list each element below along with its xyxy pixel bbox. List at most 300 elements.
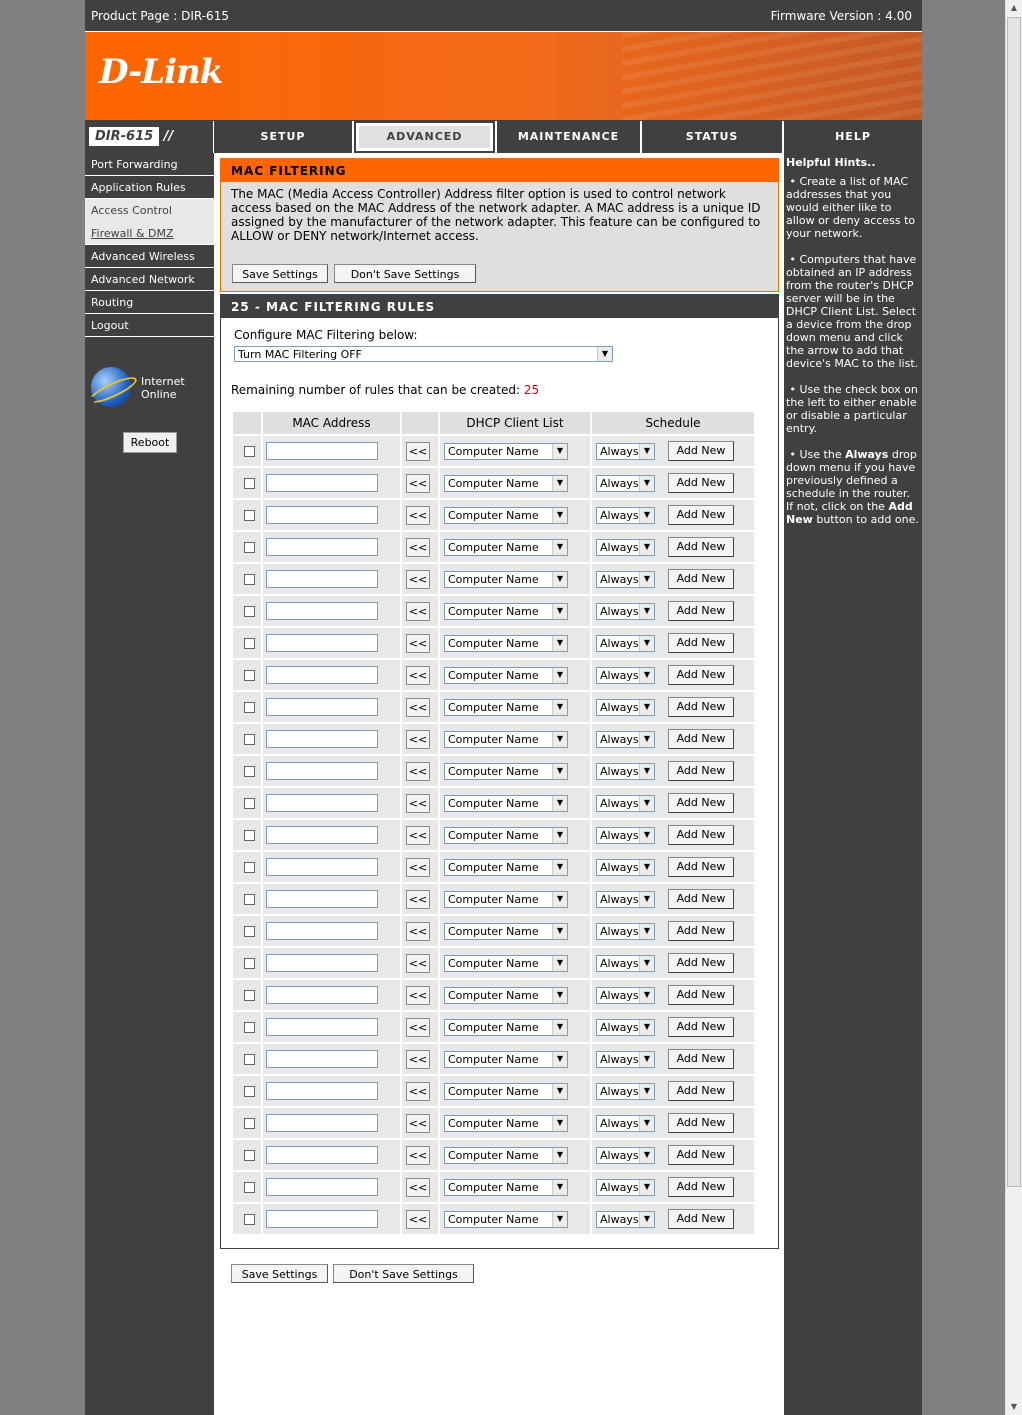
dhcp-client-select[interactable]: [444, 1051, 568, 1068]
chevron-down-icon: ▼: [639, 860, 654, 875]
dhcp-client-select[interactable]: [444, 539, 568, 556]
dhcp-client-select[interactable]: [444, 955, 568, 972]
dhcp-client-select[interactable]: [444, 699, 568, 716]
dhcp-client-value: Computer Name: [448, 1085, 539, 1098]
rule-enable-checkbox[interactable]: [244, 958, 255, 969]
rule-mac-cell: [263, 1108, 400, 1138]
dhcp-client-value: Computer Name: [448, 1117, 539, 1130]
schedule-select[interactable]: [596, 987, 655, 1004]
add-new-schedule-button[interactable]: Add New: [668, 633, 734, 653]
mac-address-input[interactable]: [266, 730, 378, 748]
mac-address-input[interactable]: [266, 666, 378, 684]
sidebar-item-access-control[interactable]: Access Control: [85, 199, 214, 222]
rule-enable-checkbox[interactable]: [244, 1118, 255, 1129]
rule-copy-cell: [402, 756, 438, 786]
dlink-logo: D-Link: [99, 52, 223, 92]
mac-address-input[interactable]: [266, 1050, 378, 1068]
firmware-version-label: Firmware Version : 4.00: [770, 9, 912, 23]
rule-schedule-cell: [592, 468, 754, 498]
schedule-select[interactable]: [596, 603, 655, 620]
schedule-select[interactable]: [596, 795, 655, 812]
add-new-schedule-button[interactable]: Add New: [668, 953, 734, 973]
mac-address-input[interactable]: [266, 858, 378, 876]
rule-schedule-cell: [592, 1204, 754, 1234]
tab-status[interactable]: STATUS: [642, 121, 782, 153]
schedule-select[interactable]: [596, 1179, 655, 1196]
chevron-down-icon: ▼: [639, 1212, 654, 1227]
chevron-down-icon: ▼: [639, 508, 654, 523]
copy-mac-button[interactable]: <<: [406, 666, 430, 685]
rule-dhcp-cell: [440, 596, 590, 626]
hint-2-text: Computers that have obtained an IP address from the router's DHCP server will be in the DHCP Client List. Select a device from the drop down menu and click the arrow to add that device's MAC to the list.: [786, 253, 919, 370]
remaining-count: 25: [523, 383, 540, 397]
add-new-schedule-button[interactable]: Add New: [668, 1113, 734, 1133]
copy-mac-button[interactable]: <<: [406, 730, 430, 749]
rule-copy-cell: [402, 820, 438, 850]
add-new-schedule-button[interactable]: Add New: [668, 1081, 734, 1101]
tab-help[interactable]: HELP: [784, 121, 922, 153]
schedule-value: Always: [600, 733, 639, 746]
rule-copy-cell: [402, 724, 438, 754]
rule-schedule-cell: [592, 596, 754, 626]
mac-address-input[interactable]: [266, 506, 378, 524]
rule-dhcp-cell: [440, 500, 590, 530]
scrollbar-thumb[interactable]: [1007, 17, 1021, 1187]
rule-mac-cell: [263, 948, 400, 978]
rule-copy-cell: [402, 852, 438, 882]
rule-dhcp-cell: [440, 564, 590, 594]
mac-address-input[interactable]: [266, 474, 378, 492]
rule-enable-checkbox[interactable]: [244, 478, 255, 489]
sidebar-item-routing[interactable]: Routing: [85, 291, 214, 314]
tab-setup[interactable]: SETUP: [214, 121, 352, 153]
schedule-select[interactable]: [596, 475, 655, 492]
rule-check-cell: [233, 820, 261, 850]
rule-row: [233, 852, 754, 884]
schedule-select[interactable]: [596, 667, 655, 684]
rule-mac-cell: [263, 1172, 400, 1202]
add-new-schedule-button[interactable]: Add New: [668, 697, 734, 717]
schedule-select[interactable]: [596, 1083, 655, 1100]
rule-dhcp-cell: [440, 1108, 590, 1138]
schedule-value: Always: [600, 573, 639, 586]
schedule-value: Always: [600, 989, 639, 1002]
rule-check-cell: [233, 916, 261, 946]
reboot-button[interactable]: Reboot: [123, 432, 177, 453]
rule-enable-checkbox[interactable]: [244, 702, 255, 713]
add-new-schedule-button[interactable]: Add New: [668, 665, 734, 685]
schedule-value: Always: [600, 765, 639, 778]
schedule-select[interactable]: [596, 635, 655, 652]
tab-advanced-label: ADVANCED: [359, 126, 490, 148]
model-badge: DIR-615 //: [85, 121, 213, 153]
rules-table: [233, 412, 754, 1236]
copy-mac-button[interactable]: <<: [406, 474, 430, 493]
rule-check-cell: [233, 1076, 261, 1106]
rule-check-cell: [233, 500, 261, 530]
save-settings-button-top[interactable]: Save Settings: [232, 264, 328, 283]
dhcp-client-value: Computer Name: [448, 733, 539, 746]
remaining-label: Remaining number of rules that can be created:: [231, 383, 521, 397]
chevron-down-icon: ▼: [639, 956, 654, 971]
dhcp-client-value: Computer Name: [448, 1021, 539, 1034]
rule-dhcp-cell: [440, 1172, 590, 1202]
rule-enable-checkbox[interactable]: [244, 670, 255, 681]
dhcp-client-select[interactable]: [444, 1147, 568, 1164]
scroll-down-icon[interactable]: ▼: [1010, 1402, 1018, 1411]
rule-enable-checkbox[interactable]: [244, 1182, 255, 1193]
mac-address-input[interactable]: [266, 570, 378, 588]
product-page-label: Product Page : DIR-615: [91, 9, 229, 23]
rule-schedule-cell: [592, 948, 754, 978]
dhcp-client-select[interactable]: [444, 923, 568, 940]
copy-mac-button[interactable]: <<: [406, 1082, 430, 1101]
dhcp-client-value: Computer Name: [448, 893, 539, 906]
rule-copy-cell: [402, 1076, 438, 1106]
add-new-schedule-button[interactable]: Add New: [668, 1145, 734, 1165]
copy-mac-button[interactable]: <<: [406, 1146, 430, 1165]
rule-copy-cell: [402, 532, 438, 562]
rule-check-cell: [233, 596, 261, 626]
schedule-value: Always: [600, 1149, 639, 1162]
rule-mac-cell: [263, 564, 400, 594]
scroll-up-icon[interactable]: ▲: [1010, 3, 1018, 12]
dhcp-client-select[interactable]: [444, 443, 568, 460]
router-page: [85, 0, 922, 1415]
mac-address-input[interactable]: [266, 954, 378, 972]
schedule-select[interactable]: [596, 443, 655, 460]
dhcp-client-value: Computer Name: [448, 989, 539, 1002]
rule-dhcp-cell: [440, 756, 590, 786]
add-new-schedule-button[interactable]: Add New: [668, 441, 734, 461]
schedule-select[interactable]: [596, 1115, 655, 1132]
rule-schedule-cell: [592, 500, 754, 530]
rule-dhcp-cell: [440, 660, 590, 690]
schedule-select[interactable]: [596, 827, 655, 844]
add-new-schedule-button[interactable]: Add New: [668, 1017, 734, 1037]
mac-address-input[interactable]: [266, 1210, 378, 1228]
schedule-select[interactable]: [596, 955, 655, 972]
sidebar-item-advanced-wireless[interactable]: Advanced Wireless: [85, 245, 214, 268]
chevron-down-icon: ▼: [639, 892, 654, 907]
chevron-down-icon: ▼: [552, 668, 567, 683]
mac-address-input[interactable]: [266, 986, 378, 1004]
mac-filtering-title: MAC FILTERING: [221, 159, 778, 182]
hint-4-text-e: button to add one.: [816, 513, 919, 526]
rule-enable-checkbox[interactable]: [244, 1054, 255, 1065]
dhcp-client-select[interactable]: [444, 731, 568, 748]
rule-enable-checkbox[interactable]: [244, 862, 255, 873]
add-new-schedule-button[interactable]: Add New: [668, 889, 734, 909]
tab-maintenance[interactable]: MAINTENANCE: [497, 121, 640, 153]
dhcp-client-select[interactable]: [444, 1179, 568, 1196]
copy-mac-button[interactable]: <<: [406, 570, 430, 589]
mac-filtering-section: [220, 158, 779, 292]
rule-mac-cell: [263, 596, 400, 626]
chevron-down-icon: ▼: [552, 732, 567, 747]
dhcp-client-select[interactable]: [444, 571, 568, 588]
chevron-down-icon: ▼: [639, 572, 654, 587]
dhcp-client-select[interactable]: [444, 635, 568, 652]
rule-enable-checkbox[interactable]: [244, 1022, 255, 1033]
schedule-select[interactable]: [596, 571, 655, 588]
rule-enable-checkbox[interactable]: [244, 1150, 255, 1161]
dhcp-client-select[interactable]: [444, 987, 568, 1004]
rule-check-cell: [233, 660, 261, 690]
sidebar-item-firewall-dmz[interactable]: Firewall & DMZ: [85, 222, 214, 245]
chevron-down-icon: ▼: [639, 1084, 654, 1099]
copy-mac-button[interactable]: <<: [406, 922, 430, 941]
copy-mac-button[interactable]: <<: [406, 1114, 430, 1133]
mac-address-input[interactable]: [266, 826, 378, 844]
copy-mac-button[interactable]: <<: [406, 538, 430, 557]
dhcp-client-value: Computer Name: [448, 829, 539, 842]
dhcp-client-select[interactable]: [444, 1115, 568, 1132]
copy-mac-button[interactable]: <<: [406, 986, 430, 1005]
helpful-hints: [784, 153, 922, 526]
rule-enable-checkbox[interactable]: [244, 798, 255, 809]
dhcp-client-value: Computer Name: [448, 605, 539, 618]
rule-enable-checkbox[interactable]: [244, 446, 255, 457]
rule-enable-checkbox[interactable]: [244, 894, 255, 905]
rule-enable-checkbox[interactable]: [244, 1214, 255, 1225]
save-settings-button-bottom[interactable]: Save Settings: [231, 1264, 328, 1283]
dhcp-client-select[interactable]: [444, 795, 568, 812]
copy-mac-button[interactable]: <<: [406, 698, 430, 717]
rule-enable-checkbox[interactable]: [244, 1086, 255, 1097]
dont-save-settings-button-top[interactable]: Don't Save Settings: [334, 264, 476, 283]
dhcp-client-select[interactable]: [444, 827, 568, 844]
copy-mac-button[interactable]: <<: [406, 890, 430, 909]
tab-advanced[interactable]: [354, 121, 495, 153]
sidebar-item-application-rules[interactable]: Application Rules: [85, 176, 214, 199]
schedule-value: Always: [600, 1213, 639, 1226]
copy-mac-button[interactable]: <<: [406, 954, 430, 973]
rule-copy-cell: [402, 500, 438, 530]
rule-enable-checkbox[interactable]: [244, 734, 255, 745]
chevron-down-icon: ▼: [639, 540, 654, 555]
rule-row: [233, 884, 754, 916]
rule-enable-checkbox[interactable]: [244, 574, 255, 585]
add-new-schedule-button[interactable]: Add New: [668, 1049, 734, 1069]
dhcp-client-select[interactable]: [444, 891, 568, 908]
sidebar-item-logout[interactable]: Logout: [85, 314, 214, 337]
rule-schedule-cell: [592, 724, 754, 754]
rule-schedule-cell: [592, 788, 754, 818]
copy-mac-button[interactable]: <<: [406, 762, 430, 781]
copy-mac-button[interactable]: <<: [406, 858, 430, 877]
add-new-schedule-button[interactable]: Add New: [668, 729, 734, 749]
rule-mac-cell: [263, 1076, 400, 1106]
rule-schedule-cell: [592, 660, 754, 690]
mac-address-input[interactable]: [266, 442, 378, 460]
schedule-value: Always: [600, 1021, 639, 1034]
mac-address-input[interactable]: [266, 1178, 378, 1196]
add-new-schedule-button[interactable]: Add New: [668, 1177, 734, 1197]
rule-row: [233, 1204, 754, 1236]
schedule-select[interactable]: [596, 539, 655, 556]
add-new-schedule-button[interactable]: Add New: [668, 793, 734, 813]
schedule-select[interactable]: [596, 763, 655, 780]
schedule-value: Always: [600, 509, 639, 522]
mac-address-input[interactable]: [266, 762, 378, 780]
dhcp-client-value: Computer Name: [448, 701, 539, 714]
hint-3: • Use the check box on the left to either enable or disable a particular entry.: [786, 383, 918, 435]
dhcp-client-select[interactable]: [444, 603, 568, 620]
schedule-value: Always: [600, 925, 639, 938]
dhcp-client-value: Computer Name: [448, 797, 539, 810]
dhcp-client-select[interactable]: [444, 667, 568, 684]
mac-address-input[interactable]: [266, 1018, 378, 1036]
schedule-select[interactable]: [596, 699, 655, 716]
chevron-down-icon: ▼: [639, 476, 654, 491]
rule-dhcp-cell: [440, 1044, 590, 1074]
schedule-select[interactable]: [596, 731, 655, 748]
rule-mac-cell: [263, 500, 400, 530]
copy-mac-button[interactable]: <<: [406, 1210, 430, 1229]
rule-schedule-cell: [592, 1076, 754, 1106]
schedule-value: Always: [600, 1117, 639, 1130]
add-new-schedule-button[interactable]: Add New: [668, 537, 734, 557]
rule-mac-cell: [263, 532, 400, 562]
rule-mac-cell: [263, 468, 400, 498]
rule-schedule-cell: [592, 692, 754, 722]
dhcp-client-select[interactable]: [444, 507, 568, 524]
schedule-select[interactable]: [596, 1211, 655, 1228]
dhcp-client-select[interactable]: [444, 763, 568, 780]
rule-copy-cell: [402, 628, 438, 658]
add-new-schedule-button[interactable]: Add New: [668, 985, 734, 1005]
schedule-select[interactable]: [596, 1019, 655, 1036]
chevron-down-icon: ▼: [552, 1148, 567, 1163]
rule-row: [233, 916, 754, 948]
sidebar: [85, 153, 214, 1415]
vertical-scrollbar[interactable]: [1005, 0, 1022, 1415]
copy-mac-button[interactable]: <<: [406, 1178, 430, 1197]
add-new-schedule-button[interactable]: Add New: [668, 505, 734, 525]
dhcp-client-value: Computer Name: [448, 477, 539, 490]
copy-mac-button[interactable]: <<: [406, 442, 430, 461]
mac-filtering-mode-select[interactable]: [234, 346, 613, 362]
dhcp-client-select[interactable]: [444, 1211, 568, 1228]
rule-dhcp-cell: [440, 692, 590, 722]
rule-check-cell: [233, 1204, 261, 1234]
rule-enable-checkbox[interactable]: [244, 926, 255, 937]
chevron-down-icon: ▼: [639, 668, 654, 683]
copy-mac-button[interactable]: <<: [406, 506, 430, 525]
chevron-down-icon: ▼: [552, 540, 567, 555]
chevron-down-icon: ▼: [552, 700, 567, 715]
mac-address-input[interactable]: [266, 698, 378, 716]
rule-enable-checkbox[interactable]: [244, 638, 255, 649]
dhcp-client-select[interactable]: [444, 1083, 568, 1100]
schedule-select[interactable]: [596, 1147, 655, 1164]
rule-enable-checkbox[interactable]: [244, 830, 255, 841]
hint-3-text: Use the check box on the left to either enable or disable a particular entry.: [786, 383, 918, 435]
chevron-down-icon: ▼: [552, 924, 567, 939]
sidebar-item-port-forwarding[interactable]: Port Forwarding: [85, 153, 214, 176]
chevron-down-icon: ▼: [639, 764, 654, 779]
add-new-schedule-button[interactable]: Add New: [668, 1209, 734, 1229]
rules-table-body: [233, 436, 754, 1236]
rule-schedule-cell: [592, 820, 754, 850]
add-new-schedule-button[interactable]: Add New: [668, 601, 734, 621]
mac-address-input[interactable]: [266, 1146, 378, 1164]
add-new-schedule-button[interactable]: Add New: [668, 921, 734, 941]
schedule-select[interactable]: [596, 891, 655, 908]
copy-mac-button[interactable]: <<: [406, 826, 430, 845]
copy-mac-button[interactable]: <<: [406, 1018, 430, 1037]
status-line-1: Internet: [141, 375, 185, 388]
dont-save-settings-button-bottom[interactable]: Don't Save Settings: [333, 1264, 474, 1283]
add-new-schedule-button[interactable]: Add New: [668, 825, 734, 845]
rule-copy-cell: [402, 1108, 438, 1138]
schedule-select[interactable]: [596, 859, 655, 876]
mac-address-input[interactable]: [266, 602, 378, 620]
schedule-value: Always: [600, 445, 639, 458]
copy-mac-button[interactable]: <<: [406, 634, 430, 653]
mac-address-input[interactable]: [266, 890, 378, 908]
schedule-select[interactable]: [596, 507, 655, 524]
add-new-schedule-button[interactable]: Add New: [668, 473, 734, 493]
chevron-down-icon: ▼: [639, 700, 654, 715]
dhcp-client-value: Computer Name: [448, 765, 539, 778]
model-name: DIR-615: [89, 127, 159, 146]
header-schedule: Schedule: [592, 412, 754, 434]
dhcp-client-value: Computer Name: [448, 541, 539, 554]
add-new-schedule-button[interactable]: Add New: [668, 569, 734, 589]
rule-row: [233, 692, 754, 724]
brand-banner: [85, 31, 922, 120]
dhcp-client-select[interactable]: [444, 475, 568, 492]
add-new-schedule-button[interactable]: Add New: [668, 761, 734, 781]
rule-schedule-cell: [592, 1044, 754, 1074]
rule-enable-checkbox[interactable]: [244, 990, 255, 1001]
chevron-down-icon: ▼: [552, 764, 567, 779]
header-mac-address: MAC Address: [263, 412, 400, 434]
rule-row: [233, 436, 754, 468]
schedule-select[interactable]: [596, 923, 655, 940]
copy-mac-button[interactable]: <<: [406, 602, 430, 621]
mac-address-input[interactable]: [266, 1082, 378, 1100]
copy-mac-button[interactable]: <<: [406, 1050, 430, 1069]
chevron-down-icon: ▼: [552, 1180, 567, 1195]
schedule-select[interactable]: [596, 1051, 655, 1068]
rule-check-cell: [233, 1140, 261, 1170]
rule-dhcp-cell: [440, 788, 590, 818]
sidebar-item-advanced-network[interactable]: Advanced Network: [85, 268, 214, 291]
schedule-value: Always: [600, 1181, 639, 1194]
mac-address-input[interactable]: [266, 794, 378, 812]
chevron-down-icon: ▼: [552, 828, 567, 843]
mac-address-input[interactable]: [266, 922, 378, 940]
rule-enable-checkbox[interactable]: [244, 510, 255, 521]
mac-address-input[interactable]: [266, 634, 378, 652]
rule-check-cell: [233, 852, 261, 882]
rule-copy-cell: [402, 1204, 438, 1234]
mac-address-input[interactable]: [266, 1114, 378, 1132]
header-check-col: [233, 412, 261, 434]
dhcp-client-select[interactable]: [444, 1019, 568, 1036]
chevron-down-icon: ▼: [552, 636, 567, 651]
rule-enable-checkbox[interactable]: [244, 606, 255, 617]
dhcp-client-select[interactable]: [444, 859, 568, 876]
copy-mac-button[interactable]: <<: [406, 794, 430, 813]
add-new-schedule-button[interactable]: Add New: [668, 857, 734, 877]
rule-enable-checkbox[interactable]: [244, 766, 255, 777]
rule-enable-checkbox[interactable]: [244, 542, 255, 553]
mac-address-input[interactable]: [266, 538, 378, 556]
